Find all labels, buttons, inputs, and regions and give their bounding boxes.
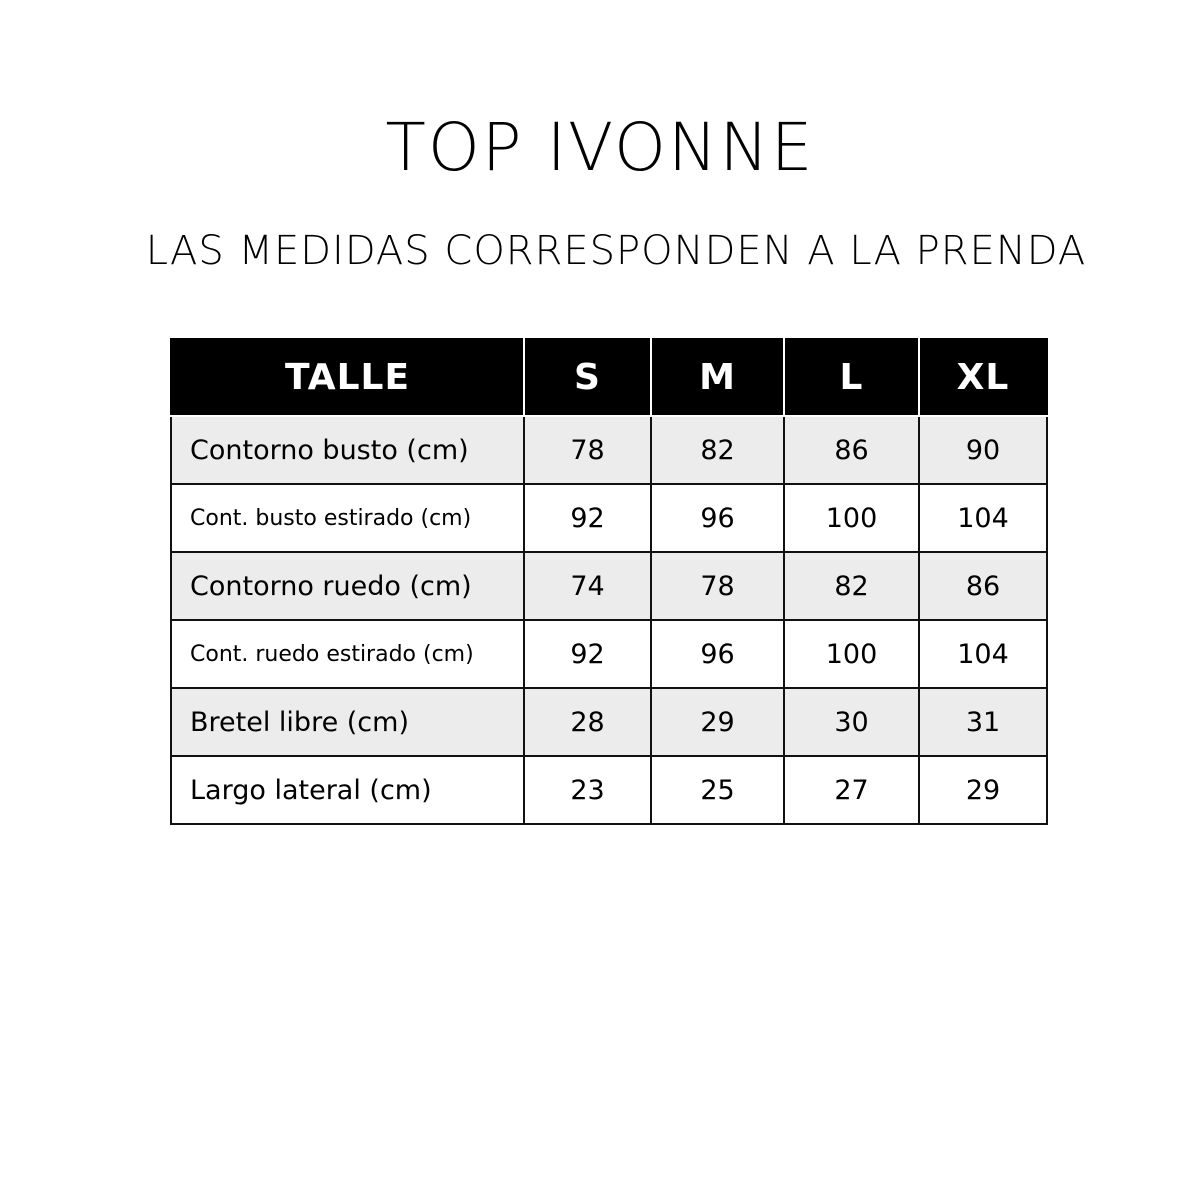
row-label: Contorno busto (cm): [171, 416, 524, 484]
cell-value: 23: [524, 756, 651, 824]
cell-value: 86: [919, 552, 1047, 620]
row-label: Largo lateral (cm): [171, 756, 524, 824]
size-chart-table: [170, 338, 1048, 825]
cell-value: 100: [784, 484, 919, 552]
cell-value: 96: [651, 484, 784, 552]
header-size-s: S: [524, 339, 651, 416]
page-title: TOP IVONNE: [385, 109, 815, 186]
cell-value: 29: [651, 688, 784, 756]
cell-value: 29: [919, 756, 1047, 824]
cell-value: 82: [651, 416, 784, 484]
cell-value: 86: [784, 416, 919, 484]
cell-value: 82: [784, 552, 919, 620]
cell-value: 25: [651, 756, 784, 824]
cell-value: 92: [524, 484, 651, 552]
cell-value: 78: [524, 416, 651, 484]
cell-value: 28: [524, 688, 651, 756]
table-row: [171, 620, 1047, 688]
table-row: [171, 688, 1047, 756]
cell-value: 90: [919, 416, 1047, 484]
header-size-m: M: [651, 339, 784, 416]
table-row: [171, 756, 1047, 824]
row-label: Cont. busto estirado (cm): [171, 484, 524, 552]
row-label: Bretel libre (cm): [171, 688, 524, 756]
cell-value: 96: [651, 620, 784, 688]
row-label: Contorno ruedo (cm): [171, 552, 524, 620]
cell-value: 27: [784, 756, 919, 824]
table-row: [171, 484, 1047, 552]
cell-value: 30: [784, 688, 919, 756]
row-label: Cont. ruedo estirado (cm): [171, 620, 524, 688]
cell-value: 74: [524, 552, 651, 620]
cell-value: 31: [919, 688, 1047, 756]
header-size-xl: XL: [919, 339, 1047, 416]
header-size-l: L: [784, 339, 919, 416]
cell-value: 104: [919, 484, 1047, 552]
table-header-row: [171, 339, 1047, 416]
cell-value: 78: [651, 552, 784, 620]
page-subtitle: LAS MEDIDAS CORRESPONDEN A LA PRENDA: [145, 228, 1087, 274]
table-row: [171, 416, 1047, 484]
cell-value: 100: [784, 620, 919, 688]
cell-value: 92: [524, 620, 651, 688]
cell-value: 104: [919, 620, 1047, 688]
table-row: [171, 552, 1047, 620]
header-talle: TALLE: [171, 339, 524, 416]
